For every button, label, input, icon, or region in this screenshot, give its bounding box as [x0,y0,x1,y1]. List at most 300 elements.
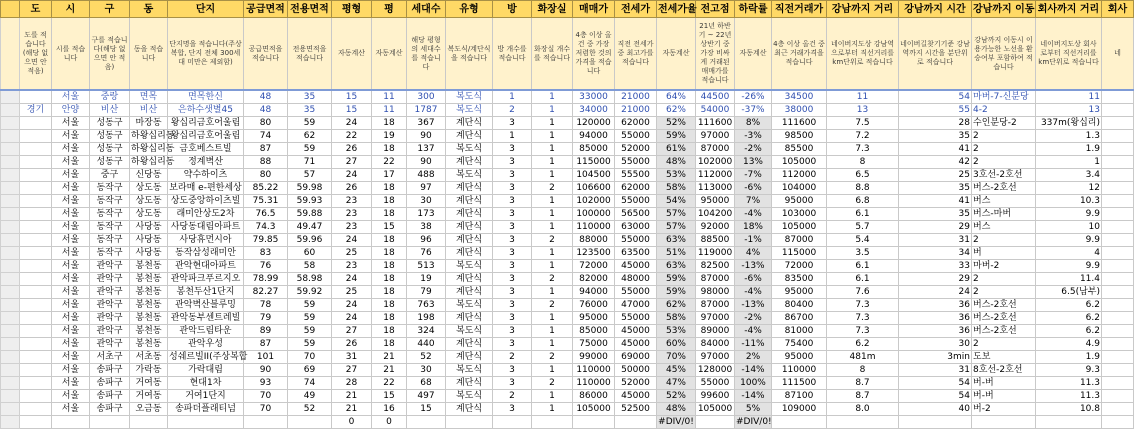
cell[interactable]: 15 [372,221,407,234]
cell[interactable]: 83500 [772,273,827,286]
cell[interactable]: 18 [372,299,407,312]
cell[interactable]: 봉천동 [130,338,168,351]
cell[interactable]: 59 [288,299,332,312]
cell[interactable]: 7% [735,195,772,208]
cell[interactable]: 3호선-2호선 [972,169,1036,182]
cell[interactable]: 복도식 [446,390,493,403]
cell[interactable]: 거여동 [130,377,168,390]
cell[interactable]: 2 [972,338,1036,351]
cell[interactable]: 89 [244,325,288,338]
cell[interactable]: 18 [372,234,407,247]
cell[interactable]: 101 [244,351,288,364]
row-number[interactable] [1,90,20,104]
cell[interactable]: 사당동대림아파트 [168,221,244,234]
cell[interactable]: 마버-7-신분당 [972,90,1036,104]
cell[interactable]: 35 [288,90,332,104]
cell[interactable]: 관악우성 [168,338,244,351]
cell[interactable]: 15 [407,403,446,416]
cell[interactable]: 서울 [52,377,90,390]
cell[interactable] [1102,416,1134,429]
cell[interactable]: -2% [735,143,772,156]
cell[interactable]: 72000 [573,260,615,273]
cell[interactable]: 68 [407,377,446,390]
cell[interactable]: -6% [735,182,772,195]
cell[interactable]: 5.7 [827,221,899,234]
cell[interactable]: 3 [493,260,532,273]
cell[interactable]: 78.99 [244,273,288,286]
cell[interactable]: 가락동 [130,364,168,377]
cell[interactable] [1102,234,1134,247]
cell[interactable]: 23 [332,208,372,221]
cell[interactable]: 48% [657,156,696,169]
cell[interactable]: 0 [372,416,407,429]
cell[interactable]: 98500 [772,130,827,143]
column-header[interactable]: 평형 [332,1,372,18]
cell[interactable]: 324 [407,325,446,338]
cell[interactable] [1102,104,1134,117]
cell[interactable]: 상도동 [130,182,168,195]
cell[interactable]: 3 [493,169,532,182]
column-header[interactable]: 강남까지 이동 [972,1,1036,18]
cell[interactable]: 36 [899,312,972,325]
cell[interactable]: 3 [493,195,532,208]
cell[interactable]: 2% [735,351,772,364]
cell[interactable]: 79 [244,312,288,325]
cell[interactable]: 11 [1036,90,1102,104]
cell[interactable]: 거여1단지 [168,390,244,403]
cell[interactable]: 9.3 [1036,364,1102,377]
cell[interactable] [1102,208,1134,221]
cell[interactable]: 버스-2호선 [972,299,1036,312]
cell[interactable] [288,416,332,429]
cell[interactable]: 직전 전세가 중 최고가를 적습니다 [615,18,657,91]
cell[interactable]: 64% [657,90,696,104]
cell[interactable]: 30 [407,364,446,377]
cell[interactable]: 1787 [407,104,446,117]
cell[interactable]: 면목한신 [168,90,244,104]
cell[interactable] [1102,195,1134,208]
cell[interactable]: 105000 [772,156,827,169]
cell[interactable]: 100000 [573,208,615,221]
cell[interactable]: 마버-2 [972,260,1036,273]
cell[interactable]: 관악구 [90,260,130,273]
cell[interactable]: 34000 [573,104,615,117]
cell[interactable]: 88000 [573,234,615,247]
cell[interactable]: 74 [288,377,332,390]
cell[interactable]: 6.1 [827,208,899,221]
cell[interactable]: 하왕십리동 [131,130,175,141]
cell[interactable]: 관악구 [90,286,130,299]
column-header[interactable]: 동 [130,1,168,18]
cell[interactable]: 19 [407,273,446,286]
column-header[interactable]: 평 [372,1,407,18]
cell[interactable]: 87 [244,338,288,351]
cell[interactable]: 31 [899,234,972,247]
cell[interactable]: 18 [372,247,407,260]
cell[interactable]: 36 [899,299,972,312]
cell[interactable]: 2 [972,286,1036,299]
cell[interactable]: 서울 [52,169,90,182]
cell[interactable]: 102000 [573,195,615,208]
cell[interactable]: 서울 [52,156,90,169]
row-number[interactable] [1,1,20,18]
cell[interactable]: 62000 [615,117,657,130]
cell[interactable]: 72000 [772,260,827,273]
cell[interactable] [899,416,972,429]
cell[interactable]: 계단식 [446,338,493,351]
cell[interactable]: 서울 [52,208,90,221]
cell[interactable]: 1 [1036,156,1102,169]
cell[interactable]: 현대1차 [168,377,244,390]
cell[interactable]: 80 [244,117,288,130]
cell[interactable]: 58.98 [288,273,332,286]
cell[interactable]: 76 [244,260,288,273]
cell[interactable]: 34 [899,247,972,260]
row-number[interactable] [1,260,20,273]
cell[interactable] [827,416,899,429]
cell[interactable] [130,416,168,429]
cell[interactable]: 18 [372,338,407,351]
cell[interactable]: 1 [532,208,573,221]
cell[interactable]: 88 [244,156,288,169]
cell[interactable]: 동작구 [90,182,130,195]
cell[interactable]: 6.2 [1036,312,1102,325]
cell[interactable]: 52% [657,390,696,403]
cell[interactable]: 59 [288,143,332,156]
cell[interactable]: 110000 [772,364,827,377]
cell[interactable]: 공급면적을 적습니다 [244,18,288,91]
cell[interactable]: 12 [1036,182,1102,195]
cell[interactable]: 3.5 [827,247,899,260]
cell[interactable]: 복도식 [446,90,493,104]
cell[interactable]: 50000 [615,364,657,377]
cell[interactable]: 동작삼성래미안 [168,247,244,260]
cell[interactable]: 29 [899,273,972,286]
cell[interactable]: 오금동 [130,403,168,416]
cell[interactable]: 34500 [772,90,827,104]
cell[interactable]: 신당동 [130,169,168,182]
cell[interactable]: 6.5 [827,169,899,182]
cell[interactable]: 3 [493,286,532,299]
cell[interactable]: 동작구 [90,208,130,221]
cell[interactable]: 1.9 [1036,143,1102,156]
cell[interactable]: 2 [532,299,573,312]
cell[interactable]: 69000 [615,351,657,364]
cell[interactable]: 상도중앙하이츠빌 [168,195,244,208]
cell[interactable]: 3 [493,364,532,377]
cell[interactable]: 22 [372,377,407,390]
cell[interactable]: 금호베스트빌 [168,143,244,156]
cell[interactable]: 105000 [696,403,735,416]
cell[interactable]: 8.7 [827,390,899,403]
cell[interactable]: 87100 [772,390,827,403]
cell[interactable]: 82000 [573,273,615,286]
cell[interactable]: 110000 [573,377,615,390]
cell[interactable]: 상도동 [130,195,168,208]
cell[interactable]: 1 [532,143,573,156]
cell[interactable]: 2 [532,377,573,390]
cell[interactable]: 111600 [772,117,827,130]
cell[interactable]: 52 [407,351,446,364]
cell[interactable]: 도를 적습니다(해당 없으면 안 적음) [20,18,52,91]
cell[interactable]: 29 [899,221,972,234]
cell[interactable]: 21000 [615,90,657,104]
cell[interactable]: 사당동 [130,247,168,260]
row-number[interactable] [1,221,20,234]
cell[interactable]: 112000 [696,169,735,182]
cell[interactable]: 송파구 [90,390,130,403]
cell[interactable]: 45000 [615,260,657,273]
cell[interactable]: 59.93 [288,195,332,208]
cell[interactable]: 관악구 [90,299,130,312]
row-number[interactable] [1,273,20,286]
cell[interactable]: 2 [972,234,1036,247]
cell[interactable]: 24 [332,234,372,247]
cell[interactable]: 21 [372,364,407,377]
column-header[interactable]: 방 [493,1,532,18]
cell[interactable]: 52% [657,117,696,130]
cell[interactable]: 111600 [696,117,735,130]
cell[interactable]: 서울 [52,390,90,403]
cell[interactable]: 110000 [573,221,615,234]
cell[interactable]: 계단식 [446,208,493,221]
cell[interactable]: 52000 [615,143,657,156]
cell[interactable]: 3 [493,403,532,416]
cell[interactable]: 3 [493,299,532,312]
cell[interactable]: 95000 [772,351,827,364]
cell[interactable] [20,156,52,169]
cell[interactable] [20,182,52,195]
cell[interactable]: 89000 [696,325,735,338]
cell[interactable]: 45% [657,364,696,377]
cell[interactable]: -13% [735,299,772,312]
cell[interactable]: 76.5 [244,208,288,221]
cell[interactable]: 계단식 [446,130,493,143]
cell[interactable]: 15 [332,90,372,104]
cell[interactable]: 35 [899,130,972,143]
cell[interactable] [20,416,52,429]
cell[interactable]: 7.3 [827,299,899,312]
cell[interactable]: 송파구 [90,364,130,377]
cell[interactable]: 96 [407,234,446,247]
cell[interactable]: 왕십리금호어울림 [168,130,244,143]
cell[interactable]: 87000 [696,299,735,312]
cell[interactable]: 48000 [615,273,657,286]
cell[interactable]: 36 [899,325,972,338]
cell[interactable]: 55500 [615,169,657,182]
cell[interactable]: 계단식 [446,403,493,416]
cell[interactable]: 35 [899,182,972,195]
cell[interactable]: 35 [899,208,972,221]
cell[interactable] [446,416,493,429]
cell[interactable]: 계단식 [446,286,493,299]
cell[interactable]: 3 [493,377,532,390]
cell[interactable]: 33000 [573,90,615,104]
cell[interactable]: -37% [735,104,772,117]
cell[interactable]: 1 [532,260,573,273]
cell[interactable]: 75000 [573,338,615,351]
cell[interactable]: 57 [288,169,332,182]
cell[interactable]: -3% [735,130,772,143]
cell[interactable]: 2 [493,104,532,117]
cell[interactable]: 59.88 [288,208,332,221]
cell[interactable]: 관악파크푸르지오 [168,273,244,286]
cell[interactable]: 계단식 [446,234,493,247]
cell[interactable]: 복도식 [446,260,493,273]
cell[interactable]: 성동구 [90,143,130,156]
cell[interactable]: 송파구 [90,377,130,390]
cell[interactable] [1102,247,1134,260]
cell[interactable]: 중구 [90,169,130,182]
column-header[interactable]: 전고점 [696,1,735,18]
cell[interactable]: 서울 [52,195,90,208]
cell[interactable]: 복도식 [446,169,493,182]
cell[interactable]: 네이버길찾기기준 강남역까지 시간을 분단위로 적습니다 [899,18,972,91]
cell[interactable]: 123500 [573,247,615,260]
cell[interactable]: 1 [532,90,573,104]
cell[interactable] [1102,351,1134,364]
cell[interactable]: 구를 적습니다(해당 없으면 안 적음) [90,18,130,91]
cell[interactable] [407,416,446,429]
cell[interactable]: #DIV/0! [736,416,772,427]
cell[interactable]: 4-2 [972,104,1036,117]
cell[interactable]: 53% [657,169,696,182]
cell[interactable]: 서울 [52,312,90,325]
row-number[interactable] [1,169,20,182]
cell[interactable]: 2 [532,351,573,364]
cell[interactable]: 54% [657,195,696,208]
cell[interactable] [1102,130,1134,143]
cell[interactable]: 복도식/계단식을 적습니다 [446,18,493,91]
cell[interactable]: 86000 [573,390,615,403]
cell[interactable]: 27 [332,364,372,377]
cell[interactable]: 2 [532,273,573,286]
row-number[interactable] [1,390,20,403]
cell[interactable]: 58 [288,260,332,273]
cell[interactable]: 92000 [696,221,735,234]
cell[interactable]: 22 [332,130,372,143]
cell[interactable]: 94000 [573,130,615,143]
cell[interactable]: 사당동 [130,234,168,247]
cell[interactable]: 버-버 [972,377,1036,390]
row-number[interactable] [1,377,20,390]
row-number[interactable] [1,143,20,156]
cell[interactable] [20,338,52,351]
cell[interactable]: 59% [657,286,696,299]
cell[interactable]: 2 [532,234,573,247]
cell[interactable]: 48 [244,90,288,104]
cell[interactable]: 62% [657,299,696,312]
cell[interactable]: 복도식 [446,143,493,156]
cell[interactable]: 6.1 [827,273,899,286]
cell[interactable]: 25 [332,247,372,260]
cell[interactable]: 57% [657,208,696,221]
row-number[interactable] [1,338,20,351]
cell[interactable]: 48 [244,104,288,117]
cell[interactable]: 97000 [696,130,735,143]
cell[interactable]: 44500 [696,90,735,104]
cell[interactable]: 26 [332,182,372,195]
cell[interactable]: 35 [288,104,332,117]
cell[interactable]: 버스 [972,195,1036,208]
cell[interactable]: 17 [372,169,407,182]
cell[interactable]: 82500 [696,260,735,273]
cell[interactable]: 28 [899,117,972,130]
cell[interactable]: 관악동부센트레빌 [168,312,244,325]
cell[interactable]: 서울 [52,338,90,351]
cell[interactable]: 9.9 [1036,260,1102,273]
cell[interactable]: 2 [972,273,1036,286]
cell[interactable]: 80400 [772,299,827,312]
row-number[interactable] [1,195,20,208]
cell[interactable]: 8 [827,156,899,169]
cell[interactable]: 119000 [696,247,735,260]
row-number[interactable] [1,182,20,195]
cell[interactable]: 관악현대아파트 [168,260,244,273]
cell[interactable]: 13 [1036,104,1102,117]
column-header[interactable]: 화장실 [532,1,573,18]
row-number[interactable] [1,247,20,260]
cell[interactable]: 1 [532,403,573,416]
cell[interactable]: 47% [657,377,696,390]
cell[interactable]: 하왕십리동 [131,156,175,167]
cell[interactable]: 90 [407,130,446,143]
cell[interactable]: 113000 [696,182,735,195]
cell[interactable]: 27 [332,325,372,338]
cell[interactable]: 버 [972,247,1036,260]
cell[interactable] [1102,299,1134,312]
cell[interactable]: 2 [972,130,1036,143]
row-number[interactable] [1,130,20,143]
cell[interactable]: 59% [657,130,696,143]
cell[interactable]: 봉천동 [130,299,168,312]
cell[interactable]: 86700 [772,312,827,325]
cell[interactable] [1102,90,1134,104]
cell[interactable] [1102,156,1134,169]
cell[interactable]: 105000 [772,221,827,234]
cell[interactable]: 정계벽산 [168,156,244,169]
cell[interactable]: 24 [332,273,372,286]
cell[interactable]: 23 [332,195,372,208]
cell[interactable]: 면목 [130,90,168,104]
cell[interactable]: 75400 [772,338,827,351]
cell[interactable]: 56500 [615,208,657,221]
cell[interactable]: 은하수샛별45 [168,104,244,117]
row-number[interactable] [1,364,20,377]
cell[interactable]: 100% [735,377,772,390]
cell[interactable]: 79 [407,286,446,299]
cell[interactable]: 강남까지 이동시 이용가능한 노선을 환승여부 포함하여 적습니다 [972,18,1036,91]
cell[interactable]: 440 [407,338,446,351]
cell[interactable]: 49 [288,390,332,403]
row-number[interactable] [1,117,20,130]
cell[interactable]: 11 [827,90,899,104]
cell[interactable]: 24 [332,299,372,312]
cell[interactable]: 95000 [696,195,735,208]
cell[interactable]: 70 [288,351,332,364]
cell[interactable]: 55 [899,104,972,117]
cell[interactable] [20,90,52,104]
cell[interactable]: 60% [657,338,696,351]
cell[interactable]: 63% [657,234,696,247]
cell[interactable]: 76 [407,247,446,260]
cell[interactable]: 59.92 [288,286,332,299]
cell[interactable]: 24 [332,117,372,130]
cell[interactable]: 9.9 [1036,208,1102,221]
column-header[interactable]: 강남까지 시간 [899,1,972,18]
cell[interactable]: 3 [493,208,532,221]
cell[interactable] [772,416,827,429]
